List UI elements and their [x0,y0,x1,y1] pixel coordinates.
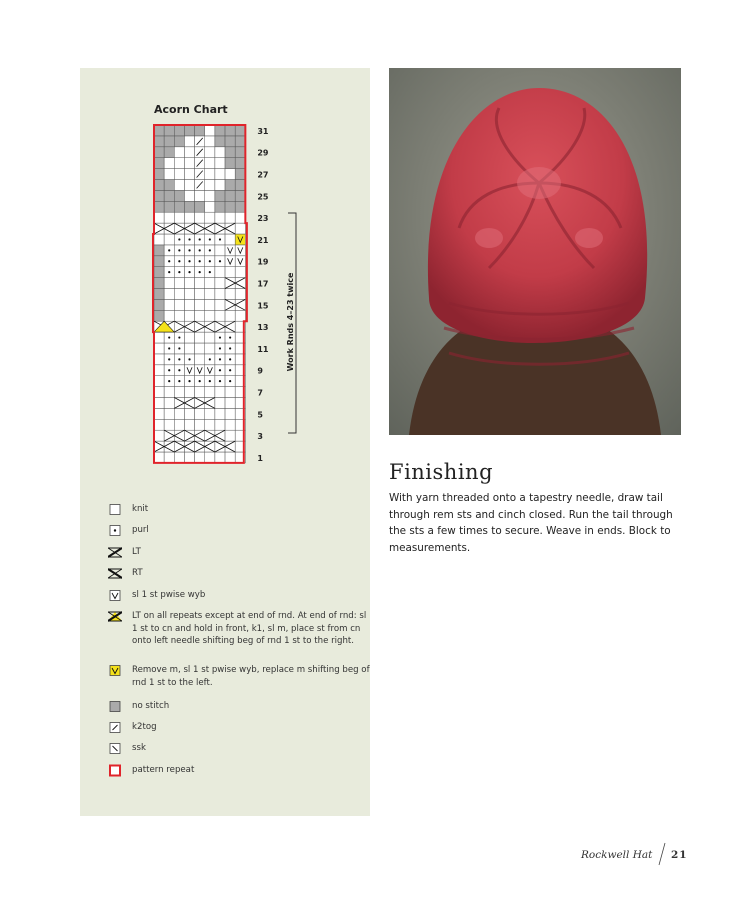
lt-yellow-cross-icon [108,610,122,623]
chart-cell [205,419,215,430]
chart-grid [154,125,245,463]
chart-cell [215,430,225,441]
chart-cell [205,343,215,354]
chart-cell [154,234,164,245]
chart-cell [164,125,174,136]
chart-cell [174,201,184,212]
chart-cell [174,430,184,441]
chart-cell [205,332,215,343]
chart-cell [205,147,215,158]
chart-cell [164,180,174,191]
chart-cell [235,190,245,201]
chart-cell [235,158,245,169]
chart-cell [205,289,215,300]
chart-cell [205,158,215,169]
legend-label: purl [132,525,149,535]
chart-cell [154,267,164,278]
chart-cell [174,452,184,463]
section-body: With yarn threaded onto a tapestry needle, draw tail through rem sts and cinch closed. Run the tail through the sts a few times to secure. Weave in ends. Block to measurements. [389,492,673,554]
pattern-repeat-red-icon [108,764,122,777]
chart-cell [215,419,225,430]
page-number: 21 [671,849,688,861]
chart-cell [205,441,215,452]
legend-label: ssk [132,743,146,753]
knitted-hat-photo-icon [389,68,681,435]
chart-cell [215,321,225,332]
chart-cell [215,223,225,234]
chart-cell [164,223,174,234]
chart-cell [154,278,164,289]
chart-cell [184,332,194,343]
chart-cell [225,234,235,245]
chart-cell [184,125,194,136]
chart-cell [235,136,245,147]
chart-cell [225,223,235,234]
chart-cell [174,299,184,310]
chart-cell [195,419,205,430]
chart-cell [174,190,184,201]
chart-cell [164,310,174,321]
row-number: 23 [257,214,269,224]
chart-cell [215,212,225,223]
chart-cell [154,408,164,419]
chart-cell [184,408,194,419]
chart-cell [154,452,164,463]
chart-cell [195,387,205,398]
chart-cell [154,398,164,409]
chart-cell [164,398,174,409]
chart-cell [205,387,215,398]
chart-cell [215,125,225,136]
chart-cell [174,441,184,452]
chart-cell [164,147,174,158]
chart-cell [225,430,235,441]
chart-cell [205,169,215,180]
chart-cell [164,408,174,419]
chart-cell [235,169,245,180]
chart-cell [225,125,235,136]
chart-cell [164,158,174,169]
chart-cell [195,190,205,201]
lt-cross-icon [108,546,122,559]
chart-cell [154,441,164,452]
k2tog-slash-icon [108,721,122,734]
rt-cross-icon [108,567,122,580]
row-number: 9 [257,366,263,376]
row-number: 1 [257,453,263,463]
chart-cell [215,310,225,321]
chart-cell [235,299,245,310]
chart-cell [184,201,194,212]
chart-cell [225,180,235,191]
chart-cell [154,212,164,223]
chart-cell [164,430,174,441]
slip-v-yellow-icon [108,664,122,677]
chart-cell [164,441,174,452]
chart-cell [215,201,225,212]
chart-cell [174,289,184,300]
chart-cell [195,125,205,136]
chart-cell [215,289,225,300]
ssk-backslash-icon [108,742,122,755]
chart-cell [205,310,215,321]
chart-cell [164,452,174,463]
footer-title: Rockwell Hat [581,849,653,861]
chart-cell [225,452,235,463]
chart-cell [215,398,225,409]
chart-cell [225,441,235,452]
chart-cell [195,452,205,463]
row-number: 29 [257,148,269,158]
chart-cell [225,169,235,180]
chart-cell [225,289,235,300]
chart-cell [154,180,164,191]
chart-cell [184,343,194,354]
chart-cell [154,136,164,147]
chart-cell [205,125,215,136]
chart-cell [225,212,235,223]
row-number: 17 [257,279,269,289]
chart-cell [164,190,174,201]
chart-cell [205,136,215,147]
chart-cell [154,332,164,343]
chart-cell [225,408,235,419]
chart-cell [195,289,205,300]
chart-cell [174,310,184,321]
chart-cell [195,343,205,354]
chart-cell [235,267,245,278]
chart-cell [235,180,245,191]
chart-cell [154,190,164,201]
chart-cell [154,343,164,354]
chart-cell [164,136,174,147]
chart-cell [164,169,174,180]
chart-cell [235,310,245,321]
chart-cell [164,299,174,310]
chart-cell [184,180,194,191]
legend-label: knit [132,504,149,514]
chart-cell [195,321,205,332]
chart-cell [195,201,205,212]
chart-cell [154,223,164,234]
chart-cell [164,201,174,212]
chart-cell [215,452,225,463]
chart-cell [164,289,174,300]
chart-cell [225,321,235,332]
chart-cell [174,147,184,158]
chart-cell [154,158,164,169]
chart-cell [174,136,184,147]
chart-cell [235,212,245,223]
chart-cell [154,147,164,158]
chart-cell [184,398,194,409]
chart-cell [164,387,174,398]
chart-cell [195,354,205,365]
row-number: 31 [257,126,269,136]
chart-cell [195,408,205,419]
chart-cell [235,125,245,136]
legend-label: RT [132,568,143,578]
footer-divider [657,842,667,866]
chart-cell [154,354,164,365]
chart-cell [205,190,215,201]
row-number: 25 [257,192,269,202]
chart-cell [225,387,235,398]
chart-cell [154,125,164,136]
chart-cell [184,299,194,310]
chart-cell [174,398,184,409]
chart-cell [225,310,235,321]
chart-cell [195,212,205,223]
chart-cell [225,267,235,278]
knit-square-icon [108,503,122,516]
chart-cell [174,278,184,289]
chart-cell [215,180,225,191]
chart-cell [195,430,205,441]
legend-label: sl 1 st pwise wyb [132,590,206,600]
legend-label: LT on all repeats except at end of rnd. At end of rnd: sl 1 st to cn and hold in front, k1, sl m, place st from cn onto left needle shifting beg of rnd 1 st to the right. [132,611,367,646]
repeat-note: Work Rnds 4–23 twice [286,272,295,372]
chart-cell [184,321,194,332]
no-stitch-gray-icon [108,700,122,713]
purl-dot-icon [108,524,122,537]
chart-cell [195,332,205,343]
chart-cell [235,289,245,300]
chart-cell [225,190,235,201]
chart-cell [225,278,235,289]
repeat-bracket [286,213,296,433]
section-heading: Finishing [389,460,494,484]
chart-cell [184,136,194,147]
chart-cell [184,158,194,169]
row-number: 15 [257,301,269,311]
chart-cell [184,430,194,441]
chart-cell [195,441,205,452]
chart-cell [154,365,164,376]
chart-cell [205,452,215,463]
chart-cell [215,408,225,419]
legend-label: LT [132,547,141,557]
chart-cell [184,147,194,158]
chart-cell [174,169,184,180]
hat-photo [389,68,681,435]
chart-cell [154,387,164,398]
chart-cell [174,125,184,136]
chart-row-labels [257,127,269,463]
chart-cell [174,387,184,398]
chart-cell [154,310,164,321]
chart-cell [195,398,205,409]
chart-cell [205,212,215,223]
chart-cell [225,419,235,430]
chart-cell [205,180,215,191]
row-number: 5 [257,410,263,420]
chart-cell [225,158,235,169]
chart-cell [225,147,235,158]
chart-cell [184,212,194,223]
chart-title: Acorn Chart [154,103,228,116]
chart-cell [205,408,215,419]
chart-cell [184,387,194,398]
chart-cell [205,321,215,332]
chart-cell [184,441,194,452]
chart-cell [154,256,164,267]
legend-label: no stitch [132,701,170,711]
chart-cell [215,147,225,158]
chart-cell [225,398,235,409]
legend-label: pattern repeat [132,765,195,775]
chart-cell [184,190,194,201]
chart-cell [174,180,184,191]
chart-cell [154,376,164,387]
chart-cell [184,289,194,300]
chart-cell [164,419,174,430]
chart-cell [184,310,194,321]
chart-cell [215,245,225,256]
chart-cell [215,190,225,201]
chart-cell [225,136,235,147]
chart-cell [215,169,225,180]
chart-cell [205,430,215,441]
chart-cell [154,169,164,180]
chart-cell [174,321,184,332]
chart-cell [184,278,194,289]
chart-cell [205,398,215,409]
chart-cell [164,234,174,245]
chart-cell [215,158,225,169]
chart-cell [235,278,245,289]
chart-cell [235,201,245,212]
chart-cell [215,441,225,452]
chart-cell [154,419,164,430]
row-number: 19 [257,257,269,267]
chart-cell [205,278,215,289]
legend-label: k2tog [132,722,157,732]
chart-cell [195,223,205,234]
chart-cell [235,147,245,158]
acorn-chart [150,120,300,470]
chart-cell [174,212,184,223]
chart-cell [184,419,194,430]
chart-cell [154,430,164,441]
chart-cell [174,158,184,169]
chart-cell [154,289,164,300]
chart-cell [205,299,215,310]
slip-v-icon [108,589,122,602]
chart-cell [195,278,205,289]
legend-label: Remove m, sl 1 st pwise wyb, replace m shifting beg of rnd 1 st to the left. [132,665,370,688]
chart-cell [225,299,235,310]
chart-cell [174,223,184,234]
chart-cell [215,387,225,398]
chart-cell [184,452,194,463]
row-number: 13 [257,323,269,333]
row-number: 27 [257,170,269,180]
chart-cell [235,223,245,234]
chart-cell [195,310,205,321]
chart-cell [215,299,225,310]
row-number: 7 [257,388,263,398]
chart-cell [184,169,194,180]
chart-cell [184,223,194,234]
chart-cell [154,245,164,256]
chart-cell [164,212,174,223]
chart-cell [215,136,225,147]
row-number: 21 [257,235,269,245]
chart-cell [154,201,164,212]
row-number: 11 [257,344,269,354]
chart-cell [154,299,164,310]
chart-cell [215,278,225,289]
chart-cell [174,419,184,430]
chart-cell [205,201,215,212]
chart-cell [215,267,225,278]
chart-cell [174,408,184,419]
chart-cell [164,278,174,289]
chart-cell [205,223,215,234]
chart-cell [195,299,205,310]
row-number: 3 [257,432,263,442]
chart-cell [225,201,235,212]
